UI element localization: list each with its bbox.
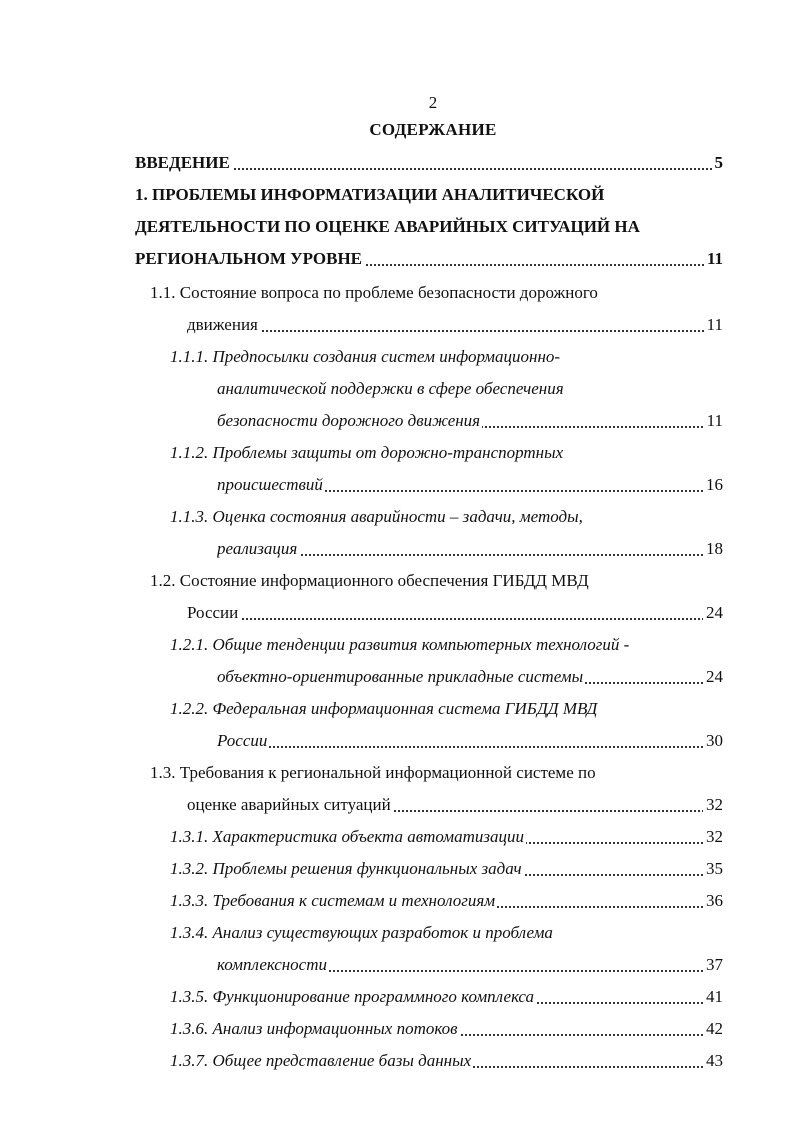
toc-entry-1-2-line-2: России 24 [187, 598, 723, 628]
toc-entry-1-2-line-1: 1.2. Состояние информационного обеспечения ГИБДД МВД [150, 571, 589, 590]
toc-entry-1-2-1-line-1: 1.2.1. Общие тенденции развития компьютерных технологий - [170, 635, 630, 654]
toc-page-number: 30 [703, 726, 723, 756]
toc-page-number: 18 [703, 534, 723, 564]
toc-page-number: 11 [704, 406, 723, 436]
toc-page-number: 11 [704, 310, 723, 340]
toc-entry-1-3-line-2: оценке аварийных ситуаций 32 [187, 790, 723, 820]
toc-entry-1-3-2: 1.3.2. Проблемы решения функциональных задач 35 [170, 854, 723, 884]
toc-page-number: 41 [703, 982, 723, 1012]
toc-entry-1-2-2-line-1: 1.2.2. Федеральная информационная система ГИБДД МВД [170, 699, 598, 718]
toc-entry-1-3-7: 1.3.7. Общее представление базы данных 43 [170, 1046, 723, 1076]
toc-entry-1-2-2-line-2: России 30 [217, 726, 723, 756]
toc-page-number: 24 [703, 598, 723, 628]
toc-page-number: 11 [704, 244, 723, 274]
toc-entry-1-1-1-line-3: безопасности дорожного движения 11 [217, 406, 723, 436]
toc-page-number: 43 [703, 1046, 723, 1076]
toc-title: СОДЕРЖАНИЕ [369, 120, 497, 139]
toc-entry-1-1-2-line-2: происшествий 16 [217, 470, 723, 500]
toc-page-number: 36 [703, 886, 723, 916]
toc-entry-1-1-line-1: 1.1. Состояние вопроса по проблеме безопасности дорожного [150, 283, 598, 302]
toc-entry-1-2-1-line-2: объектно-ориентированные прикладные системы 24 [217, 662, 723, 692]
toc-entry-1-1-1-line-2: аналитической поддержки в сфере обеспечения [217, 379, 564, 398]
toc-entry-1-3-4-line-2: комплексности 37 [217, 950, 723, 980]
toc-entry-chapter-1-line-3: РЕГИОНАЛЬНОМ УРОВНЕ 11 [135, 244, 723, 274]
toc-entry-chapter-1-line-2: ДЕЯТЕЛЬНОСТИ ПО ОЦЕНКЕ АВАРИЙНЫХ СИТУАЦИЙ НА [135, 217, 640, 236]
toc-entry-1-1-1-line-1: 1.1.1. Предпосылки создания систем информационно- [170, 347, 561, 366]
toc-page-number: 35 [703, 854, 723, 884]
toc-entry-introduction: ВВЕДЕНИЕ 5 [135, 148, 723, 178]
toc-entry-1-3-1: 1.3.1. Характеристика объекта автоматизации 32 [170, 822, 723, 852]
toc-entry-1-3-3: 1.3.3. Требования к системам и технологиям 36 [170, 886, 723, 916]
toc-page-number: 37 [703, 950, 723, 980]
toc-entry-1-1-3-line-2: реализация 18 [217, 534, 723, 564]
toc-page-number: 16 [703, 470, 723, 500]
toc-page-number: 24 [703, 662, 723, 692]
toc-page-number: 5 [712, 148, 724, 178]
toc-page-number: 32 [703, 790, 723, 820]
toc-entry-1-3-6: 1.3.6. Анализ информационных потоков 42 [170, 1014, 723, 1044]
toc-entry-1-1-line-2: движения 11 [187, 310, 723, 340]
toc-page-number: 32 [703, 822, 723, 852]
toc-entry-1-3-4-line-1: 1.3.4. Анализ существующих разработок и проблема [170, 923, 553, 942]
toc-entry-chapter-1-line-1: 1. ПРОБЛЕМЫ ИНФОРМАТИЗАЦИИ АНАЛИТИЧЕСКОЙ [135, 185, 605, 204]
toc-entry-1-1-3-line-1: 1.1.3. Оценка состояния аварийности – задачи, методы, [170, 507, 583, 526]
toc-entry-1-3-5: 1.3.5. Функционирование программного комплекса 41 [170, 982, 723, 1012]
page-number: 2 [428, 93, 438, 112]
toc-page-number: 42 [703, 1014, 723, 1044]
toc-entry-1-3-line-1: 1.3. Требования к региональной информационной системе по [150, 763, 596, 782]
toc-entry-1-1-2-line-1: 1.1.2. Проблемы защиты от дорожно-транспортных [170, 443, 564, 462]
